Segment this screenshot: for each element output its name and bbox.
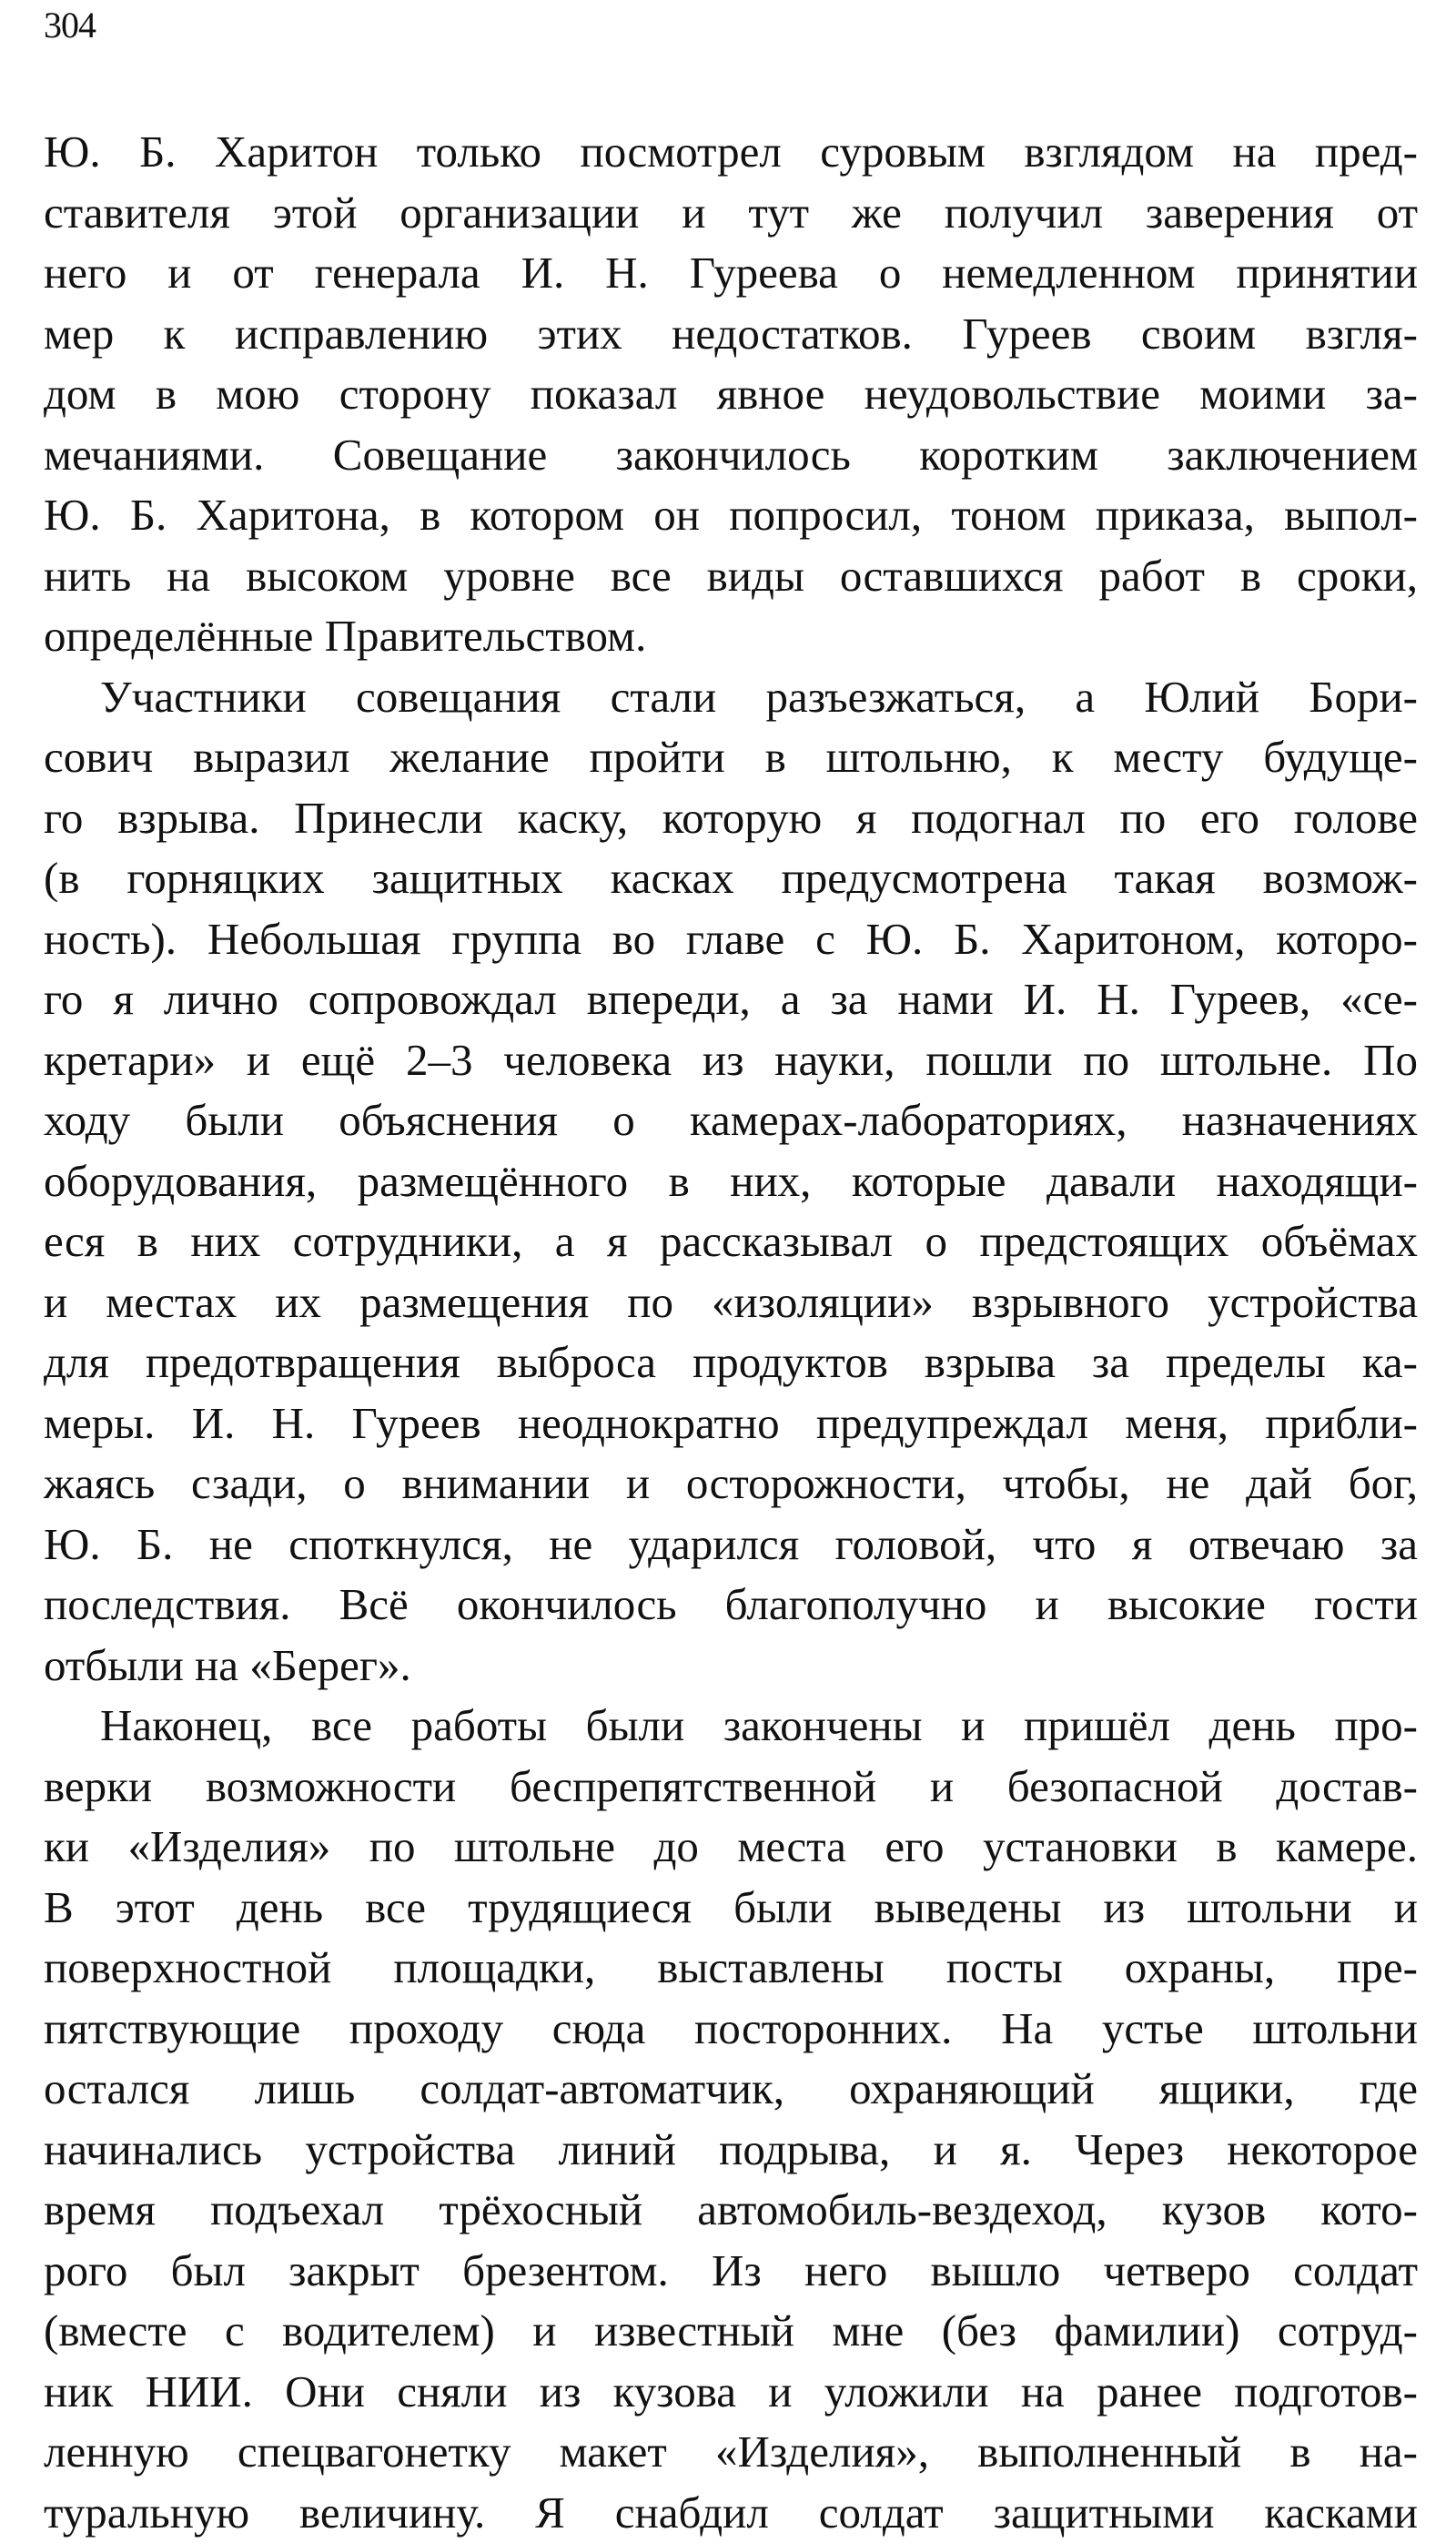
page-number: 304 — [44, 2, 96, 49]
text-line: отбыли на «Берег». — [44, 1636, 1418, 1697]
text-line: ность). Небольшая группа во главе с Ю. Б. Харитоном, которо- — [44, 909, 1418, 970]
text-line: жаясь сзади, о внимании и осторожности, чтобы, не дай бог, — [44, 1454, 1418, 1515]
paragraph-2 — [44, 667, 1418, 1697]
text-line: (вместе с водителем) и известный мне (без фамилии) сотруд- — [44, 2301, 1418, 2362]
text-line: начинались устройства линий подрыва, и я. Через некоторое — [44, 2120, 1418, 2181]
text-line: определённые Правительством. — [44, 606, 1418, 667]
text-line: пятствующие проходу сюда посторонних. На устье штольни — [44, 1999, 1418, 2060]
text-line: ник НИИ. Они сняли из кузова и уложили на ранее подготов- — [44, 2362, 1418, 2423]
text-line: него и от генерала И. Н. Гуреева о немедленном принятии — [44, 243, 1418, 304]
body-text — [44, 122, 1418, 2543]
text-line: дом в мою сторону показал явное неудовольствие моими за- — [44, 364, 1418, 425]
text-line: и местах их размещения по «изоляции» взрывного устройства — [44, 1272, 1418, 1333]
text-line: поверхностной площадки, выставлены посты охраны, пре- — [44, 1938, 1418, 1999]
paragraph-3 — [44, 1696, 1418, 2543]
text-line: меры. И. Н. Гуреев неоднократно предупреждал меня, прибли- — [44, 1393, 1418, 1454]
text-line: ленную спецвагонетку макет «Изделия», выполненный в на- — [44, 2422, 1418, 2483]
text-line: туральную величину. Я снабдил солдат защитными касками — [44, 2483, 1418, 2543]
text-line: нить на высоком уровне все виды оставшихся работ в сроки, — [44, 546, 1418, 607]
text-line: оборудования, размещённого в них, которые давали находящи- — [44, 1151, 1418, 1212]
text-line: го я лично сопровождал впереди, а за нами И. Н. Гуреев, «се- — [44, 969, 1418, 1030]
text-line: еся в них сотрудники, а я рассказывал о предстоящих объёмах — [44, 1211, 1418, 1272]
text-line: кретари» и ещё 2–3 человека из науки, пошли по штольне. По — [44, 1030, 1418, 1091]
text-line: последствия. Всё окончилось благополучно и высокие гости — [44, 1575, 1418, 1636]
text-line: ходу были объяснения о камерах-лабораториях, назначениях — [44, 1090, 1418, 1151]
text-line: ки «Изделия» по штольне до места его установки в камере. — [44, 1817, 1418, 1878]
text-line: Участники совещания стали разъезжаться, а Юлий Бори- — [44, 667, 1418, 728]
text-line: Ю. Б. Харитона, в котором он попросил, тоном приказа, выпол- — [44, 485, 1418, 546]
text-line: остался лишь солдат-автоматчик, охраняющий ящики, где — [44, 2059, 1418, 2120]
text-line: мер к исправлению этих недостатков. Гуреев своим взгля- — [44, 304, 1418, 365]
text-line: ставителя этой организации и тут же получил заверения от — [44, 183, 1418, 244]
text-line: рого был закрыт брезентом. Из него вышло четверо солдат — [44, 2241, 1418, 2302]
text-line: сович выразил желание пройти в штольню, к месту будуще- — [44, 727, 1418, 788]
text-line: мечаниями. Совещание закончилось коротким заключением — [44, 425, 1418, 486]
text-line: верки возможности беспрепятственной и безопасной достав- — [44, 1757, 1418, 1818]
text-line: (в горняцких защитных касках предусмотрена такая возмож- — [44, 848, 1418, 909]
text-line: время подъехал трёхосный автомобиль-вездеход, кузов кото- — [44, 2180, 1418, 2241]
text-line: Наконец, все работы были закончены и пришёл день про- — [44, 1696, 1418, 1757]
text-line: Ю. Б. не споткнулся, не ударился головой, что я отвечаю за — [44, 1515, 1418, 1575]
text-line: В этот день все трудящиеся были выведены из штольни и — [44, 1878, 1418, 1939]
text-line: Ю. Б. Харитон только посмотрел суровым взглядом на пред- — [44, 122, 1418, 183]
text-line: для предотвращения выброса продуктов взрыва за пределы ка- — [44, 1332, 1418, 1393]
paragraph-1 — [44, 122, 1418, 667]
text-line: го взрыва. Принесли каску, которую я подогнал по его голове — [44, 788, 1418, 849]
